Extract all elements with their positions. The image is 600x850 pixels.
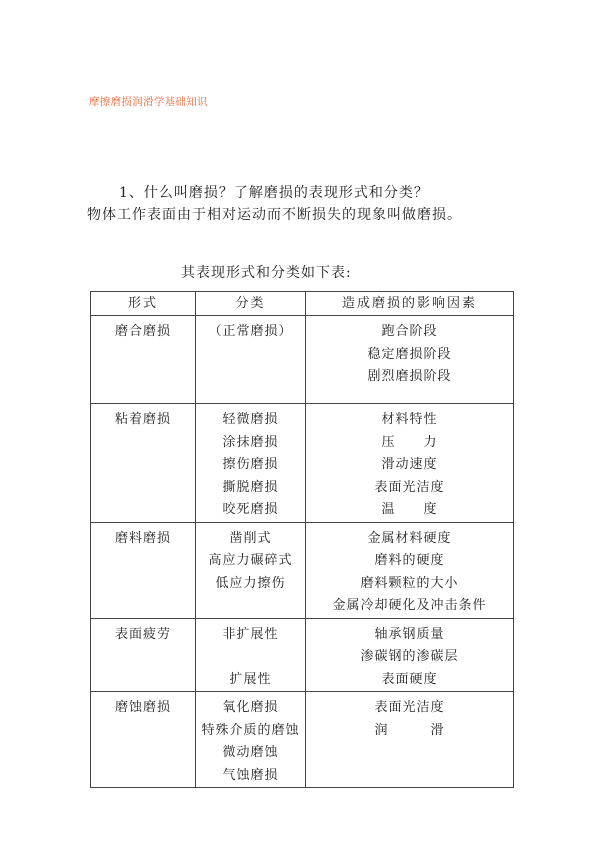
category-item: 扩展性 <box>229 671 272 687</box>
factor-item: 压 力 <box>381 434 438 450</box>
table-row <box>91 692 514 788</box>
category-item: 气蚀磨损 <box>222 767 279 783</box>
factor-cell <box>306 618 514 692</box>
factor-item: 金属冷却硬化及冲击条件 <box>332 598 487 613</box>
wear-classification-table <box>90 291 514 788</box>
category-item: 特殊介质的磨蚀 <box>201 722 300 738</box>
form-cell <box>91 692 196 788</box>
definition-paragraph: 物体工作表面由于相对运动而不断损失的现象叫做磨损。 <box>87 207 462 223</box>
category-cell <box>196 522 306 618</box>
factor-cell <box>306 522 514 618</box>
header-factors: 造成磨损的影响因素 <box>306 292 514 316</box>
category-item: 擦伤磨损 <box>222 457 279 472</box>
category-item: 涂抹磨损 <box>222 434 279 450</box>
factor-item: 表面光洁度 <box>374 479 445 495</box>
category-item: 非扩展性 <box>222 626 279 642</box>
form-label: 磨蚀磨损 <box>114 700 171 715</box>
form-cell <box>91 522 196 618</box>
category-item: 微动磨蚀 <box>222 745 279 760</box>
category-item: 咬死磨损 <box>222 502 279 517</box>
form-cell <box>91 316 196 404</box>
factor-cell <box>306 316 514 404</box>
form-label: 磨合磨损 <box>114 324 171 339</box>
category-item: 撕脱磨损 <box>222 479 279 495</box>
form-label: 粘着磨损 <box>114 412 171 427</box>
category-item: 凿削式 <box>229 530 272 546</box>
factor-item: 金属材料硬度 <box>367 530 452 546</box>
table-caption: 其表现形式和分类如下表: <box>181 265 352 281</box>
factor-item: 滑动速度 <box>381 457 438 472</box>
factor-item: 材料特性 <box>381 412 438 427</box>
factor-item: 渗碳钢的渗碳层 <box>360 649 459 664</box>
table-row <box>91 316 514 404</box>
category-item: 轻微磨损 <box>222 412 279 427</box>
factor-item: 表面硬度 <box>381 671 438 687</box>
category-item: （正常磨损） <box>208 324 293 339</box>
document-header: 摩擦磨损润滑学基础知识 <box>89 96 208 108</box>
category-item: 氧化磨损 <box>222 700 279 715</box>
category-cell <box>196 618 306 692</box>
question-heading: 1、什么叫磨损？了解磨损的表现形式和分类？ <box>119 185 429 201</box>
factor-item: 磨料的硬度 <box>374 553 445 568</box>
table-row <box>91 404 514 523</box>
header-category: 分类 <box>196 292 306 316</box>
factor-item: 轴承钢质量 <box>374 626 445 642</box>
factor-item: 磨料颗粒的大小 <box>360 575 459 591</box>
factor-item: 稳定磨损阶段 <box>367 346 452 362</box>
form-cell <box>91 404 196 523</box>
factor-item: 跑合阶段 <box>381 324 438 339</box>
factor-cell <box>306 404 514 523</box>
category-item: 低应力擦伤 <box>215 575 286 591</box>
factor-item: 剧烈磨损阶段 <box>367 369 452 384</box>
category-spacer <box>196 646 305 669</box>
category-cell <box>196 692 306 788</box>
table-row <box>91 522 514 618</box>
form-label: 磨料磨损 <box>114 530 171 546</box>
category-item: 高应力碾碎式 <box>208 553 293 568</box>
table-header-row <box>91 292 514 316</box>
factor-cell <box>306 692 514 788</box>
category-cell <box>196 316 306 404</box>
category-cell <box>196 404 306 523</box>
factor-item: 润 滑 <box>374 722 445 738</box>
form-cell <box>91 618 196 692</box>
header-form: 形式 <box>91 292 196 316</box>
table-row <box>91 618 514 692</box>
form-label: 表面疲劳 <box>114 626 171 642</box>
factor-item: 温 度 <box>381 502 438 517</box>
factor-item: 表面光洁度 <box>374 700 445 715</box>
